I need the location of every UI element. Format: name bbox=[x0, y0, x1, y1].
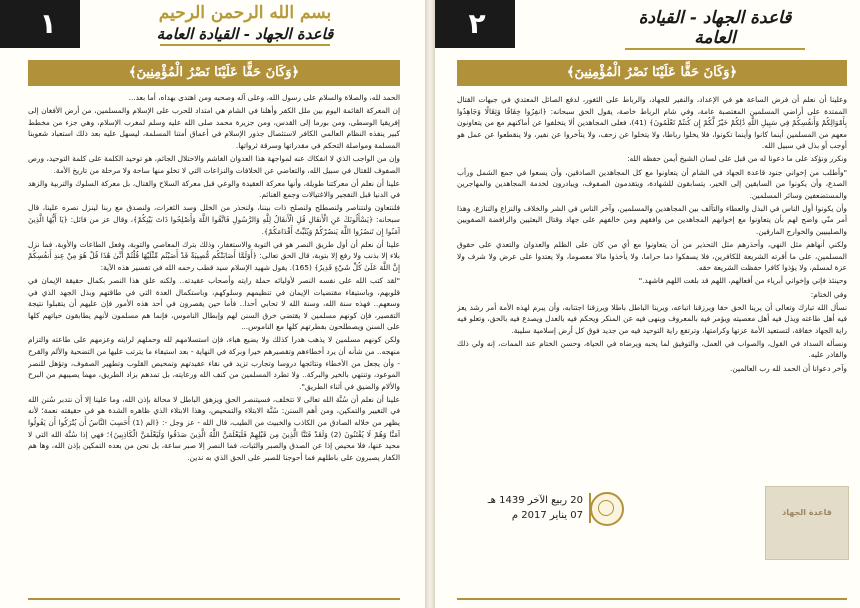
seal-inner-ring bbox=[598, 500, 614, 516]
organization-logo-title: قاعدة الجهاد - القيادة العامة bbox=[638, 8, 792, 48]
paragraph: وإن من الواجب الذي لا انفكاك عنه لمواجهة هذا العدوان الغاشم والاحتلال الجاثم، هو توحيد الكلمة على كلمة التوحيد، ورص الصفوف للقتال في سبيل الله، والتعاضي عن الخلافات والنزاعات التي لا تخلو منها ساحة ولا مرحلة من تاريخ الأمة. bbox=[28, 153, 400, 175]
paragraph: ونسأله السداد في القول، والصواب في العمل، والتوفيق لما يحبه ويرضاه في الحياة، وحسن الختام عند الممات، إنه ولي ذلك والقادر عليه. bbox=[457, 338, 847, 360]
body-text bbox=[28, 92, 400, 606]
page-title: ﴿وَكَانَ حَقًّا عَلَيْنَا نَصْرُ الْمُؤْمِنِينَ﴾ bbox=[457, 60, 847, 86]
page-one bbox=[0, 0, 425, 608]
paragraph: نسأل الله تبارك وتعالى أن يرينا الحق حقا ويرزقنا اتباعه، ويرينا الباطل باطلا ويرزقنا اجتنابه، وأن يبرم لهذه الأمة أمر رشد يعز فيه أهل طاعته ويذل فيه أهل معصيته ويؤمر فيه بالمعروف وينهى فيه عن المنكر ويحكم فيه بالعدل ويصدع فيه بالحق، وتعلو فيه راية الجهاد خفاقة، لتستعيد الأمة عزتها وكرامتها، وترتفع راية التوحيد فيه من جديد فوق كل أرض إسلامية سليبة. bbox=[457, 302, 847, 335]
date-block bbox=[453, 493, 591, 523]
date-gregorian: 07 يناير 2017 م bbox=[511, 510, 583, 521]
page-number-bar bbox=[435, 0, 515, 48]
paragraph: وآخر دعوانا أن الحمد لله رب العالمين. bbox=[730, 363, 847, 373]
book-gutter bbox=[425, 0, 435, 608]
paragraph: علينا أن نعلم أن أول طريق النصر هو في التوبة والاستغفار، وذلك بترك المعاصي والتوبة، وفعل الطاعات والأوبة، فما نزل بلاء إلا بذنب ولا رفع إلا بتوبة، قال الحق تعالى: ﴿أَوَلَمَّا أَصَابَتْكُم مُّصِيبَةٌ قَدْ أَصَبْتُم مِّثْلَيْهَا قُلْتُمْ أَنَّىٰ هَٰذَا قُلْ هُوَ مِنْ عِندِ أَنفُسِكُمْ إِنَّ اللَّهَ عَلَىٰ كُلِّ شَيْءٍ قَدِيرٌ﴾ (165). يقول شهيد الإسلام سيد قطب رحمه الله في تفسير هذه الآية: bbox=[28, 239, 400, 272]
paragraph: وعلينا أن نعلم أن فرض الساعة هو في الإعداد، والنفير للجهاد، والرباط على الثغور، لدفع الصائل المعتدي في جبهات القتال الممتدة على أراضي المسلمين المغتصبة عامة، وفي شام الرباط خاصة، يقول الحق سبحانه: ﴿انفِرُوا خِفَافًا وَثِقَالًا وَجَاهِدُوا بِأَمْوَالِكُمْ وَأَنفُسِكُمْ فِي سَبِيلِ اللَّهِ ذَٰلِكُمْ خَيْرٌ لَّكُمْ إِن كُنتُمْ تَعْلَمُونَ﴾ (41)، فعلى المجاهدين ألا يتخلفوا عن أماكنهم مع من يتعاونون معهم من المسلمين أينما كانوا وأينما تكونوا، فلا يخلوا رباطا، ولا يتخلوا عن زحف، ولا يتأخروا عن نفير، ولا ينقطعوا عن عمل هو أوجب أو بذل في سبيل الله. bbox=[457, 95, 847, 151]
date-hijri: 20 ربيع الآخر 1439 هـ bbox=[487, 495, 583, 506]
paragraph: الحمد لله، والصلاة والسلام على رسول الله، وعلى آله وصحبه ومن اهتدى بهداه، أما بعد... bbox=[128, 93, 400, 102]
page-number: ٢ bbox=[468, 7, 486, 40]
logo-divider bbox=[160, 44, 330, 46]
paragraph: ولكن كونهم مسلمين لا يذهب هدرا كذلك ولا يضيع هباء، فإن استسلامهم لله وحملهم لرايته وعزمهم على طاعته والتزام منهجه.. من شأنه أن يرد أخطاءهم وتقصيرهم خيرا وبركة في النهاية - بعد استيفاء ما يترتب عليها من التضحية والألم والقرح - وأن يجعل من الأخطاء ونتائجها دروسا وتجارب تزيد في نقاء عقيدتهم وتمحيص القلوب وتطهير الصفوف، وتؤهل للنصر الموعود، وتنتهي بالخير والبركة.. ولا تطرد المسلمين من كنف الله ورعايته، بل تمدهم بزاد الطريق، مهما يصيبهم من البرح والألام والضيق في أثناء الطريق". bbox=[28, 335, 400, 391]
footer-divider bbox=[28, 598, 400, 600]
paragraph: وأن يكونوا أول الناس في البذل والعطاء والتآلف بين المجاهدين والمسلمين، وآخر الناس في الشر والخلاف والنزاع والتنازع، وهذا أمر منّي واضح لهم بأن يتعاونوا مع إخوانهم المجاهدين من وافقهم ومن خالفهم على جهاد وقتال البعثيين والرافضة الصفويين والصليبيين والخوارج المارقين. bbox=[457, 203, 847, 237]
header-logo bbox=[150, 2, 340, 50]
body-text bbox=[457, 94, 847, 480]
paragraph: وحينئذ فإني وإخواني أبرياء من أفعالهم، اللهم قد بلغت اللهم فاشهد." bbox=[638, 276, 847, 286]
emblem-text: قاعدة الجهاد bbox=[782, 508, 832, 517]
paragraph: ونكرر ونؤكد على ما دعونا له من قبل على لسان الشيخ أيمن حفظه الله: bbox=[627, 154, 847, 164]
page-two bbox=[435, 0, 860, 608]
paragraph: فلنتعاون ولنتناصر ولنصطلح ولنصلح ذات بيننا، ولنحذر من الخلل وسد الثغرات، ولنصدق مع ربنا لينزل نصره علينا، قال سبحانه: ﴿يَسْأَلُونَكَ عَنِ الْأَنفَالِ قُلِ الْأَنفَالُ لِلَّهِ وَالرَّسُولِ فَاتَّقُوا اللَّهَ وَأَصْلِحُوا ذَاتَ بَيْنِكُمْ﴾، وقال عز من قائل: ﴿يَا أَيُّهَا الَّذِينَ آمَنُوا إِن تَنصُرُوا اللَّهَ يَنصُرْكُمْ وَيُثَبِّتْ أَقْدَامَكُمْ﴾. bbox=[28, 203, 400, 236]
page-title: ﴿وَكَانَ حَقًّا عَلَيْنَا نَصْرُ الْمُؤْمِنِينَ﴾ bbox=[28, 60, 400, 86]
paragraph: علينا أن نعلم أن سُنَّة الله تعالى لا تتخلف، فسيتنصر الحق ويزهق الباطل لا محالة بإذن الله، وما علينا إلا أن نتدبر سُنن الله في التغيير والتمكين، ومن أهم السنن: سُنَّة الابتلاء والتمحيص، وهذا الابتلاء الذي ظاهره الشدة هو في حقيقته نعمة؛ لأنه يظهر من خلاله الصادق من الكاذب والخبيث من الطيب، قال الله - عز وجل -: ﴿الم (1) أَحَسِبَ النَّاسُ أَن يُتْرَكُوا أَن يَقُولُوا آمَنَّا وَهُمْ لَا يُفْتَنُونَ (2) وَلَقَدْ فَتَنَّا الَّذِينَ مِن قَبْلِهِمْ فَلَيَعْلَمَنَّ اللَّهُ الَّذِينَ صَدَقُوا وَلَيَعْلَمَنَّ الْكَاذِبِينَ﴾؛ فهي إذا سُنَّة الله التي لا محيد عنها، فلا محيص إذا عن الصدق والصبر والثبات، فما النصر إلا صبر ساعة، بل نحن من بعده التمكين بإذن الله، وها هم الكفار يصبرون على باطلهم فما أحوجنا للصبر على الحق الذي به ندين. bbox=[28, 394, 400, 462]
paragraph: علينا أن نعلم أن معركتنا طويلة، وأنها معركة العقيدة والوعي قبل معركة السلاح والقتال، بل معركة السلوك والتربية والزهد في الدنيا قبل التفجير والاغتيالات وجمع الغنائم. bbox=[28, 178, 400, 200]
organization-emblem bbox=[765, 486, 849, 560]
seal-icon bbox=[590, 492, 624, 526]
paragraph: إن المعركة القائمة اليوم بين ملل الكفر وأهلنا في الشام هي امتداد للحرب على الإسلام والمسلمين، من أرض الأفغان إلى إفريقيا الوسطى، ومن بورما إلى القدس، ومن جزيرة محمد صلى الله عليه وسلم لمغرب الإسلام، وهي جزء من مخطط كبير ينفذه النظام العالمي الكافر لاستئصال جذور الإسلام في أعماق أمتنا المسلمة، ليسهل عليه بعد ذلك استعباد شعوبنا المسلمة ومواصلة التحكم في مقدراتها وسرقة ثرواتها. bbox=[28, 106, 400, 150]
paragraph: "وأطلب من إخواني جنود قاعدة الجهاد في الشام أن يتعاونوا مع كل المجاهدين الصادقين، وأن يسعوا في جمع الشمل ورأب الصدع، وأن يكونوا من السابقين إلى الخير، يتسابقون للشهادة، ويتقدمون الصفوف، ويبادرون لخدمة المجاهدين والمهاجرين والمستضعفين وسائر المسلمين. bbox=[457, 167, 847, 200]
paragraph: وفي الختام: bbox=[810, 289, 847, 299]
organization-logo-title: قاعدة الجهاد - القيادة العامة bbox=[156, 25, 334, 43]
logo-divider bbox=[625, 48, 805, 50]
basmala-calligraphy: بسم الله الرحمن الرحيم bbox=[158, 3, 332, 23]
page-number: ١ bbox=[39, 7, 57, 40]
header-logo bbox=[615, 2, 815, 50]
paragraph: "لقد كتب الله على نفسه النصر لأوليائه حملة رايته وأصحاب عقيدته.. ولكنه علق هذا النصر بكمال حقيقة الإيمان في قلوبهم، وباستيفاء مقتضيات الإيمان في تنظيمهم وسلوكهم، وباستكمال العدة التي في طاقتهم وبذل الجهد الذي في وسعهم.. فهذه سنة الله، وسنة الله لا تحابي أحدا.. فأما حين يقصرون في أحد هذه الأمور فإن عليهم أن يتقبلوا نتيجة التقصير، فإن كونهم مسلمين لا يقتضي خرق السنن لهم وإبطال الناموس، فإنما هم مسلمون لأنهم يطابقون حياتهم كلها على السنن ويصطلحون بفطرتهم كلها مع الناموس... bbox=[28, 275, 400, 332]
footer-divider bbox=[457, 598, 847, 600]
paragraph: ولكني أنهاهم مثل النهي، وأحذرهم مثل التحذير من أن يتعاونوا مع أي من كان على الظلم والعدوان والتعدي على حقوق المسلمين، على ما أقرته الشريعة للكافرين، فلا يسفكوا دما حراما، ولا يأخذوا مالا معصوما، ولا يعتدوا على عرض ولا شرف ولا عزة لمسلم، ولا يؤذوا كافرا حفظت الشريعة حقه. bbox=[457, 240, 847, 273]
page-number-bar bbox=[0, 0, 80, 48]
